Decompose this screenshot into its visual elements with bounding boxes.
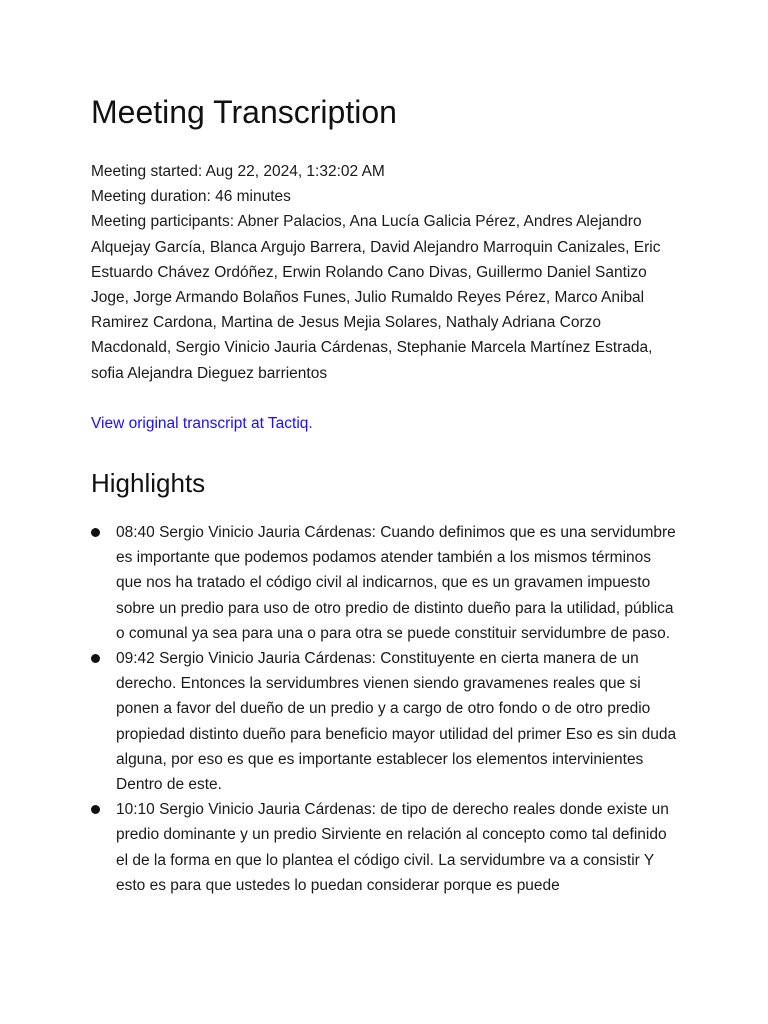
highlights-list [91,520,681,898]
bullet-icon [91,654,100,663]
document-page [91,92,681,898]
meeting-participants-text: Meeting participants: Abner Palacios, Ana Lucía Galicia Pérez, Andres Alejandro Alquejay García, Blanca Argujo Barrera, David Alejandro Marroquin Canizales, Eric Estuardo Chávez Ordóñez, Erwin Rolando Cano Divas, Guillermo Daniel Santizo Joge, Jorge Armando Bolaños Funes, Julio Rumaldo Reyes Pérez, Marco Anibal Ramirez Cardona, Martina de Jesus Mejia Solares, Nathaly Adriana Corzo Macdonald, Sergio Vinicio Jauria Cárdenas, Stephanie Marcela Martínez Estrada, sofia Alejandra Dieguez barrientos [91,213,661,382]
highlight-text: 08:40 Sergio Vinicio Jauria Cárdenas: Cuando definimos que es una servidumbre es importante que podemos podamos atender también a los mismos términos que nos ha tratado el código civil al indicarnos, que es un gravamen impuesto sobre un predio para uso de otro predio de distinto dueño para la utilidad, pública o comunal ya sea para una o para otra se puede constituir servidumbre de paso. [116,524,676,642]
meeting-duration-text: Meeting duration: 46 minutes [91,188,291,206]
highlight-item [91,797,681,898]
bullet-icon [91,805,100,814]
highlight-text: 10:10 Sergio Vinicio Jauria Cárdenas: de tipo de derecho reales donde existe un predio dominante y un predio Sirviente en relación al concepto como tal definido el de la forma en que lo plantea el código civil. La servidumbre va a consistir Y esto es para que ustedes lo puedan considerar porque es puede [116,801,669,894]
meeting-metadata [91,159,681,386]
view-transcript-link[interactable]: View original transcript at Tactiq. [91,414,313,432]
highlight-item [91,646,681,797]
bullet-icon [91,528,100,537]
highlights-heading: Highlights [91,468,206,499]
page-title: Meeting Transcription [91,94,397,130]
highlight-item [91,520,681,646]
transcript-link-line [91,411,681,436]
highlight-text: 09:42 Sergio Vinicio Jauria Cárdenas: Constituyente en cierta manera de un derecho. Entonces la servidumbres vienen siendo gravamenes reales que si ponen a favor del dueño de un predio y a cargo de otro fondo o de otro predio propiedad distinto dueño para beneficio mayor utilidad del primer Eso es sin duda alguna, por eso es que es importante establecer los elementos intervinientes Dentro de este. [116,650,677,794]
meeting-started-text: Meeting started: Aug 22, 2024, 1:32:02 AM [91,163,385,180]
